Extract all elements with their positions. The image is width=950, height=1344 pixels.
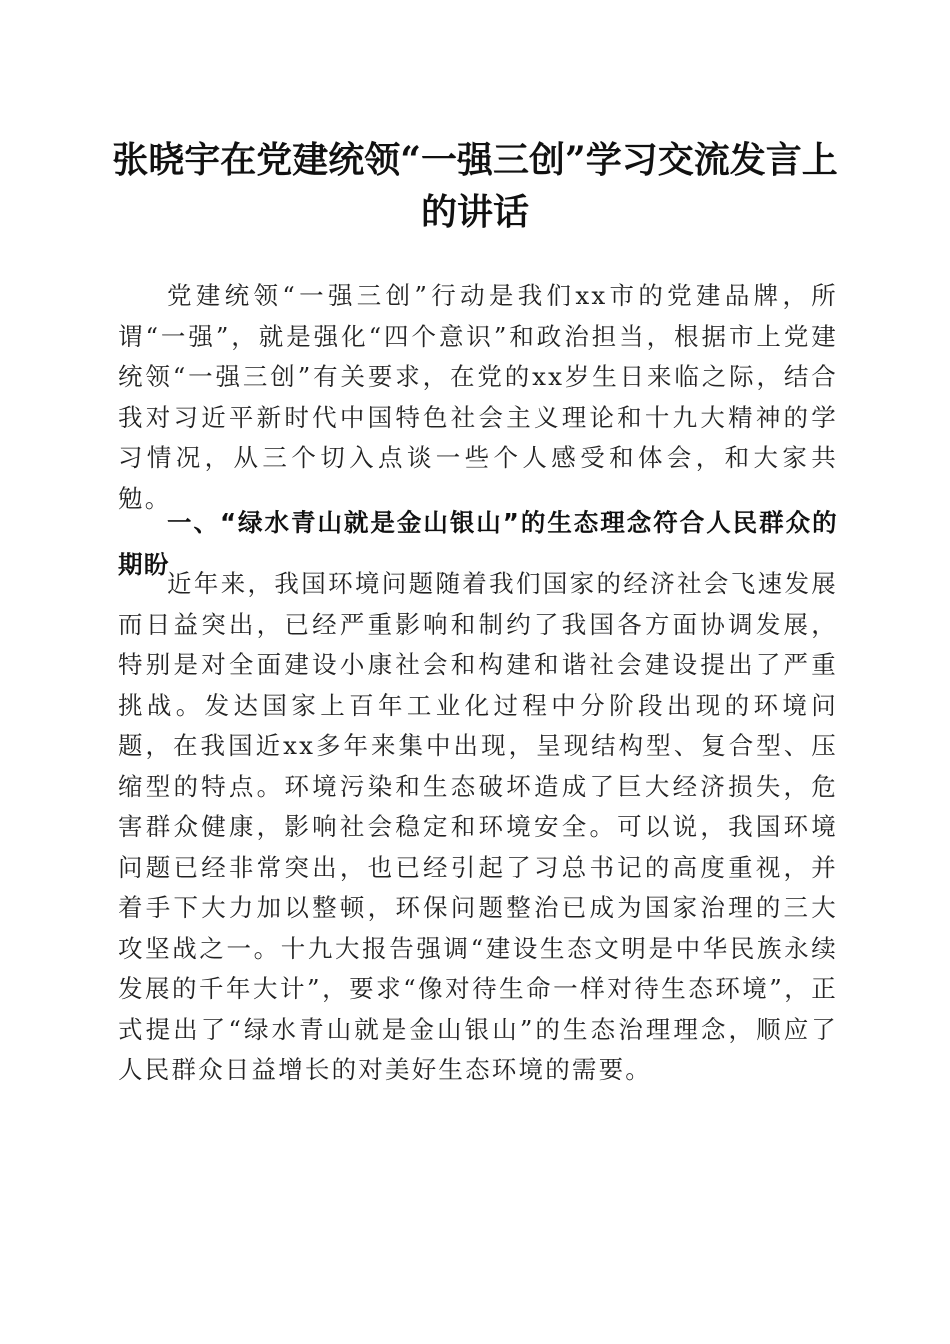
- section-1-paragraph: 近年来，我国环境问题随着我们国家的经济社会飞速发展而日益突出，已经严重影响和制约了我国各方面协调发展，特别是对全面建设小康社会和构建和谐社会建设提出了严重挑战。发达国家上百年工业化过程中分阶段出现的环境问题，在我国近xx多年来集中出现，呈现结构型、复合型、压缩型的特点。环境污染和生态破坏造成了巨大经济损失，危害群众健康，影响社会稳定和环境安全。可以说，我国环境问题已经非常突出，也已经引起了习总书记的高度重视，并着手下大力加以整顿，环保问题整治已成为国家治理的三大攻坚战之一。十九大报告强调“建设生态文明是中华民族永续发展的千年大计”，要求“像对待生命一样对待生态环境”，正式提出了“绿水青山就是金山银山”的生态治理理念，顺应了人民群众日益增长的对美好生态环境的需要。: [118, 569, 838, 1084]
- document-title: 张晓宇在党建统领“一强三创”学习交流发言上的讲话: [112, 139, 838, 233]
- intro-paragraph: 党建统领“一强三创”行动是我们xx市的党建品牌，所谓“一强”，就是强化“四个意识”和政治担当，根据市上党建统领“一强三创”有关要求，在党的xx岁生日来临之际，结合我对习近平新时代中国特色社会主义理论和十九大精神的学习情况，从三个切入点谈一些个人感受和体会，和大家共勉。: [118, 281, 838, 513]
- section-heading-1: 一、“绿水青山就是金山银山”的生态理念符合人民群众的期盼: [118, 508, 838, 579]
